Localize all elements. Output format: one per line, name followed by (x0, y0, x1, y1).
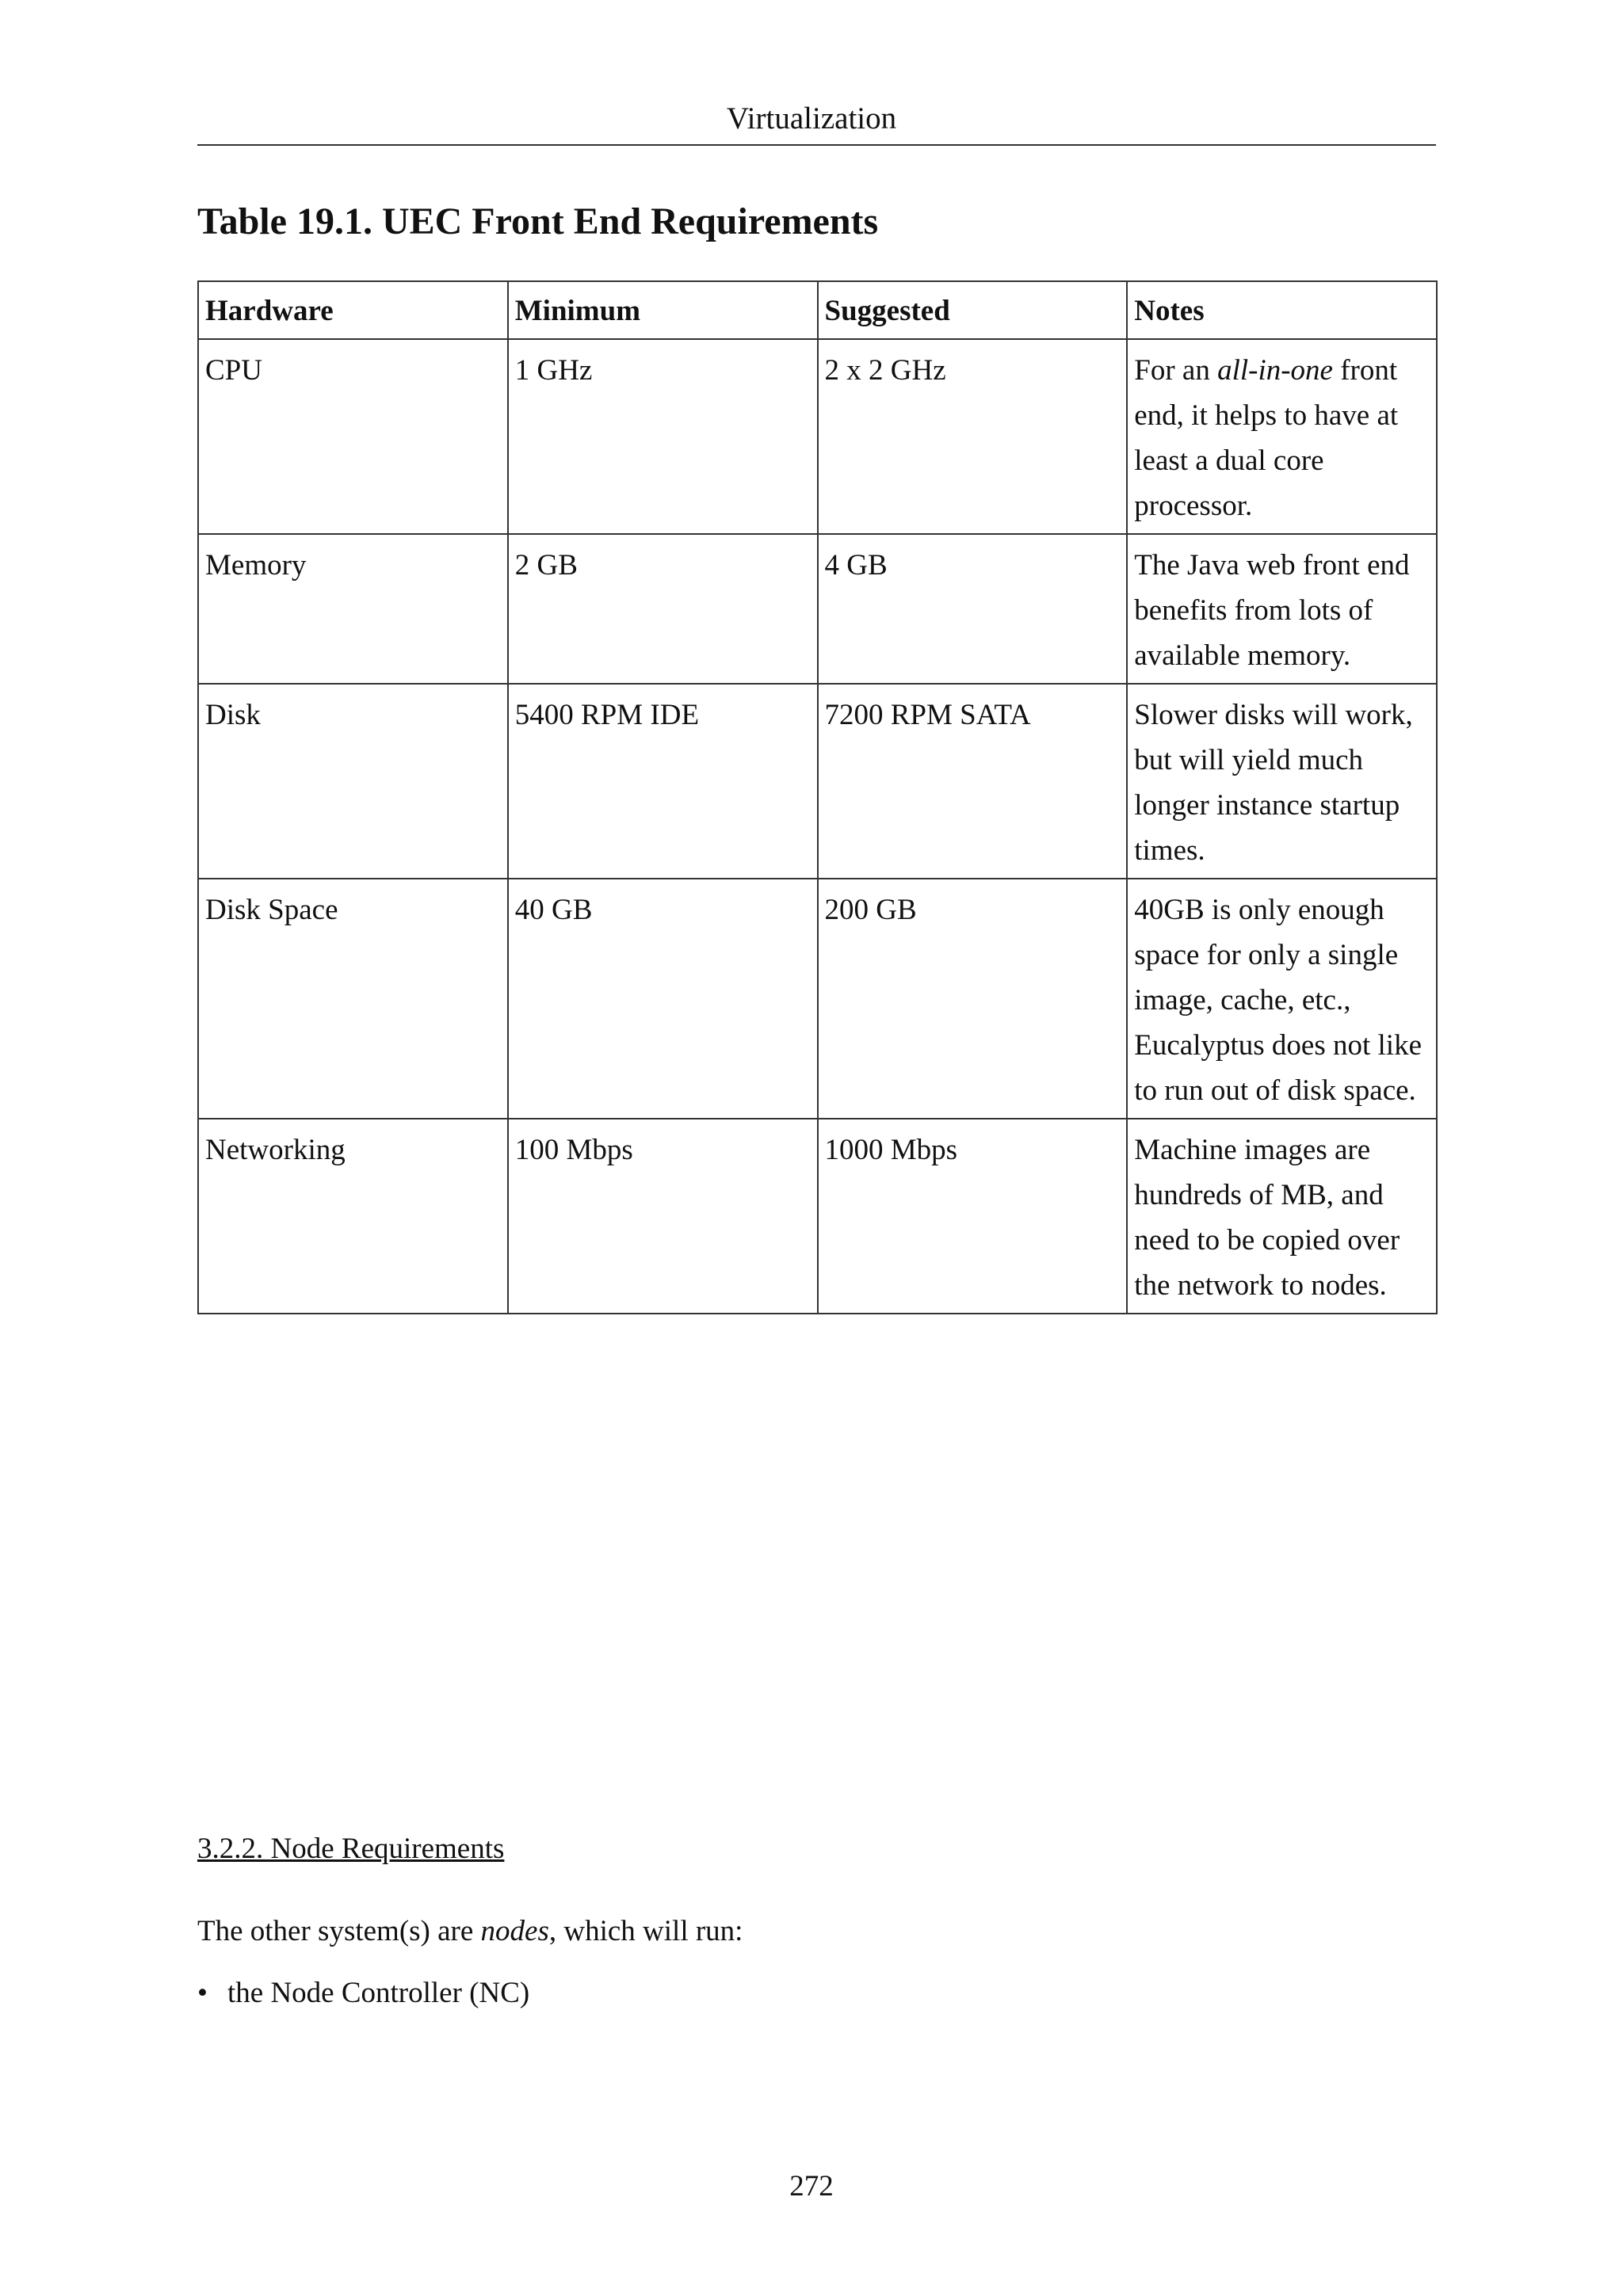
table-header-row (198, 281, 1437, 339)
cell-notes: The Java web front end benefits from lots of available memory. (1127, 534, 1437, 684)
running-header: Virtualization (726, 101, 897, 135)
paragraph-emphasis: nodes (480, 1915, 549, 1947)
table-row (198, 879, 1437, 1119)
cell-notes (1127, 339, 1437, 534)
cell-minimum: 1 GHz (508, 339, 818, 534)
cell-minimum: 2 GB (508, 534, 818, 684)
list-item-text: the Node Controller (NC) (227, 1977, 530, 2009)
cell-hardware: Memory (198, 534, 508, 684)
cell-hardware: Disk (198, 684, 508, 879)
requirements-table (197, 280, 1438, 1314)
cell-hardware: CPU (198, 339, 508, 534)
cell-notes: Machine images are hundreds of MB, and need to be copied over the network to nodes. (1127, 1119, 1437, 1314)
cell-hardware: Disk Space (198, 879, 508, 1119)
table-row (198, 684, 1437, 879)
column-header-hardware: Hardware (198, 281, 508, 339)
cell-notes: 40GB is only enough space for only a single image, cache, etc., Eucalyptus does not like to run out of disk space. (1127, 879, 1437, 1119)
paragraph-text: The other system(s) are (197, 1915, 481, 1947)
cell-suggested: 7200 RPM SATA (818, 684, 1128, 879)
header-divider (197, 144, 1436, 146)
notes-text: front end, it helps to have at least a dual core processor. (1134, 354, 1399, 522)
cell-minimum: 5400 RPM IDE (508, 684, 818, 879)
notes-emphasis: all-in-one (1217, 354, 1333, 387)
cell-suggested: 1000 Mbps (818, 1119, 1128, 1314)
table-row (198, 339, 1437, 534)
cell-minimum: 40 GB (508, 879, 818, 1119)
cell-notes: Slower disks will work, but will yield much longer instance startup times. (1127, 684, 1437, 879)
section-heading-link[interactable]: 3.2.2. Node Requirements (197, 1833, 505, 1865)
column-header-minimum: Minimum (508, 281, 818, 339)
cell-minimum: 100 Mbps (508, 1119, 818, 1314)
notes-text: For an (1134, 354, 1218, 387)
page-number: 272 (789, 2170, 834, 2203)
cell-suggested: 4 GB (818, 534, 1128, 684)
table-title: Table 19.1. UEC Front End Requirements (197, 200, 879, 242)
cell-suggested: 2 x 2 GHz (818, 339, 1128, 534)
column-header-notes: Notes (1127, 281, 1437, 339)
list-item (197, 1971, 529, 2016)
section-paragraph (197, 1909, 743, 1954)
paragraph-text: , which will run: (548, 1915, 743, 1947)
bullet-icon: • (197, 1977, 208, 2009)
table-row (198, 1119, 1437, 1314)
table-row (198, 534, 1437, 684)
cell-hardware: Networking (198, 1119, 508, 1314)
cell-suggested: 200 GB (818, 879, 1128, 1119)
column-header-suggested: Suggested (818, 281, 1128, 339)
